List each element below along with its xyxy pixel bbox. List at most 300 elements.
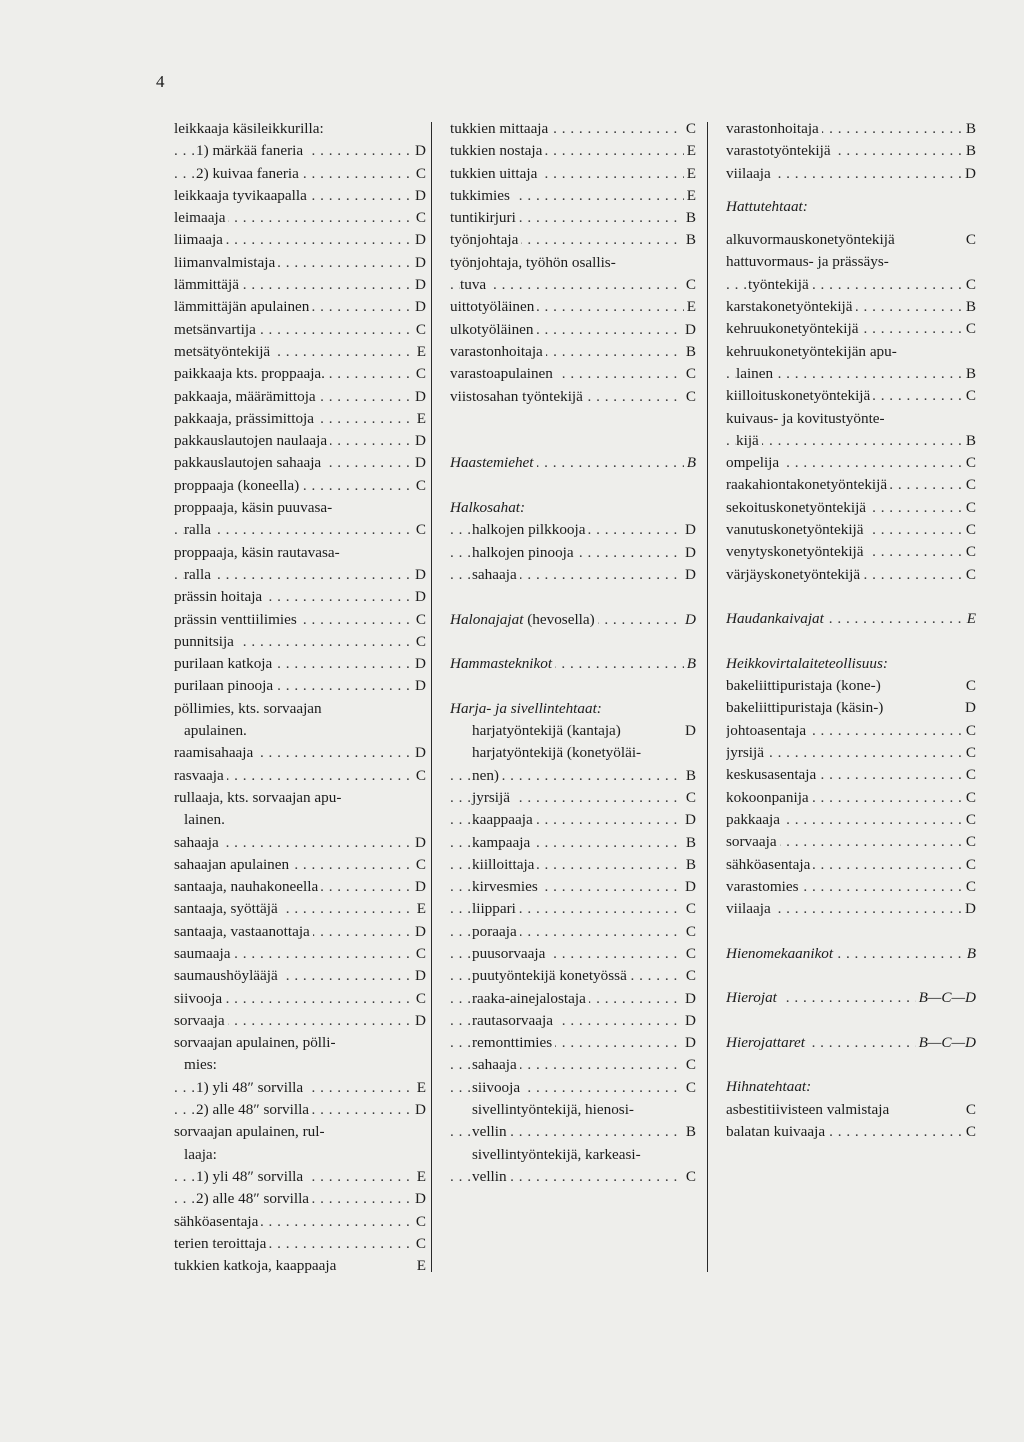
occupation-entry bbox=[726, 140, 976, 162]
occupation-name: prässin venttiilimies bbox=[174, 610, 297, 628]
wage-class-code: D bbox=[412, 921, 426, 943]
occupation-entry bbox=[174, 1166, 426, 1188]
wage-class-code: D bbox=[682, 1010, 696, 1032]
column-divider bbox=[431, 122, 432, 1272]
occupation-name: kehruukonetyöntekijän apu- bbox=[726, 342, 897, 360]
wage-class-code: C bbox=[963, 764, 976, 786]
section-heading-text: Harja- ja sivellintehtaat: bbox=[450, 699, 602, 717]
wage-class-code: B bbox=[683, 1121, 696, 1143]
wage-class-code: C bbox=[683, 898, 696, 920]
occupation-entry bbox=[174, 430, 426, 452]
wage-class-code: C bbox=[963, 1121, 976, 1143]
occupation-name: proppaaja (koneella) bbox=[174, 476, 300, 494]
occupation-name: jyrsijä bbox=[472, 788, 510, 806]
occupation-name: leikkaaja käsileikkurilla: bbox=[174, 120, 324, 137]
occupation-entry bbox=[174, 809, 426, 831]
section-heading bbox=[726, 1032, 976, 1054]
occupation-name: pakkaaja, prässimittoja bbox=[174, 409, 315, 427]
wage-class-code: D bbox=[962, 697, 976, 719]
wage-class-code: B bbox=[964, 943, 976, 965]
occupation-name: puusorvaaja bbox=[472, 944, 546, 962]
occupation-entry bbox=[726, 742, 976, 764]
occupation-entry bbox=[726, 541, 976, 563]
column-1 bbox=[174, 118, 426, 1277]
wage-class-code: C bbox=[413, 475, 426, 497]
wage-class-code: E bbox=[964, 608, 976, 630]
occupation-entry bbox=[726, 474, 976, 496]
wage-class-code: D bbox=[412, 675, 426, 697]
occupation-entry bbox=[726, 341, 976, 363]
occupation-name: sorvaaja bbox=[174, 1011, 225, 1029]
spacer bbox=[450, 475, 696, 497]
section-heading bbox=[726, 196, 976, 218]
spacer bbox=[726, 965, 976, 987]
occupation-entry bbox=[450, 386, 696, 408]
section-heading-text: Halonajajat bbox=[450, 610, 524, 628]
wage-class-code: C bbox=[963, 876, 976, 898]
occupation-entry bbox=[174, 229, 426, 251]
occupation-entry bbox=[726, 296, 976, 318]
section-heading-text: Halkosahat: bbox=[450, 499, 526, 517]
occupation-name: raaka-ainejalostaja bbox=[472, 989, 586, 1007]
occupation-name: lämmittäjä bbox=[174, 276, 239, 294]
occupation-entry bbox=[726, 363, 976, 385]
occupation-name: sivellintyöntekijä, karkeasi- bbox=[472, 1145, 641, 1163]
wage-class-code: C bbox=[413, 207, 426, 229]
occupation-name: 2) alle 48″ sorvilla bbox=[196, 1101, 310, 1119]
wage-class-code: C bbox=[963, 742, 976, 764]
occupation-entry bbox=[174, 1144, 426, 1166]
occupation-entry bbox=[726, 385, 976, 407]
spacer bbox=[726, 631, 976, 653]
wage-class-code: C bbox=[413, 609, 426, 631]
wage-class-code: E bbox=[684, 185, 696, 207]
section-heading bbox=[450, 653, 696, 675]
occupation-name: rullaaja, kts. sorvaajan apu- bbox=[174, 788, 342, 806]
occupation-entry bbox=[726, 831, 976, 853]
wage-class-code: C bbox=[963, 474, 976, 496]
wage-class-code: C bbox=[413, 988, 426, 1010]
column-divider bbox=[707, 122, 708, 1272]
occupation-name: ulkotyöläinen bbox=[450, 320, 534, 338]
occupation-name: punnitsija bbox=[174, 632, 234, 650]
occupation-name: tukkimies bbox=[450, 186, 510, 204]
occupation-name: värjäyskonetyöntekijä bbox=[726, 565, 861, 583]
occupation-name: tukkien nostaja bbox=[450, 142, 543, 160]
occupation-name: vellin bbox=[472, 1123, 507, 1141]
wage-class-code: C bbox=[963, 1099, 976, 1121]
occupation-name: tukkien katkoja, kaappaaja bbox=[174, 1257, 337, 1275]
occupation-entry bbox=[450, 854, 696, 876]
occupation-entry bbox=[450, 274, 696, 296]
occupation-name: rautasorvaaja bbox=[472, 1011, 553, 1029]
wage-class-code: C bbox=[413, 1211, 426, 1233]
occupation-name: uittotyöläinen bbox=[450, 298, 535, 316]
wage-class-code: B bbox=[683, 832, 696, 854]
occupation-name: siivooja bbox=[174, 989, 223, 1007]
occupation-name: kirvesmies bbox=[472, 878, 538, 896]
wage-class-code: C bbox=[683, 965, 696, 987]
wage-class-code: D bbox=[412, 430, 426, 452]
section-heading-text: Heikkovirtalaiteteollisuus: bbox=[726, 654, 888, 672]
occupation-name: mies: bbox=[184, 1056, 217, 1074]
wage-class-code: B bbox=[683, 341, 696, 363]
wage-class-code: C bbox=[963, 274, 976, 296]
wage-class-code: D bbox=[682, 319, 696, 341]
occupation-name: puutyöntekijä konetyössä bbox=[472, 967, 627, 985]
wage-class-code: C bbox=[413, 519, 426, 541]
wage-class-code: D bbox=[682, 720, 696, 742]
occupation-entry bbox=[450, 965, 696, 987]
occupation-name: venytyskonetyöntekijä bbox=[726, 543, 864, 561]
wage-class-code: D bbox=[412, 386, 426, 408]
occupation-entry bbox=[174, 1010, 426, 1032]
wage-class-code: C bbox=[683, 787, 696, 809]
wage-class-code: C bbox=[413, 631, 426, 653]
occupation-name: sahaaja bbox=[472, 565, 517, 583]
occupation-entry bbox=[174, 720, 426, 742]
wage-class-code: B bbox=[963, 430, 976, 452]
wage-class-code: D bbox=[412, 296, 426, 318]
wage-class-code: C bbox=[963, 318, 976, 340]
occupation-name: kuivaus- ja kovitustyönte- bbox=[726, 409, 885, 427]
occupation-entry bbox=[450, 898, 696, 920]
occupation-entry bbox=[450, 229, 696, 251]
occupation-entry bbox=[174, 1077, 426, 1099]
wage-class-code: E bbox=[414, 408, 426, 430]
section-heading bbox=[450, 698, 696, 720]
occupation-entry bbox=[726, 1099, 976, 1121]
wage-class-code: B bbox=[684, 653, 696, 675]
occupation-name: kampaaja bbox=[472, 833, 531, 851]
occupation-name: metsänvartija bbox=[174, 320, 256, 338]
occupation-name: sorvaajan apulainen, rul- bbox=[174, 1123, 325, 1141]
occupation-entry bbox=[726, 1121, 976, 1143]
wage-class-code: C bbox=[963, 854, 976, 876]
occupation-entry bbox=[450, 876, 696, 898]
section-heading-text: Hierojattaret bbox=[726, 1033, 806, 1051]
spacer bbox=[726, 920, 976, 942]
occupation-entry bbox=[726, 809, 976, 831]
occupation-name: vanutuskonetyöntekijä bbox=[726, 521, 864, 539]
wage-class-code: C bbox=[413, 1233, 426, 1255]
occupation-entry bbox=[174, 341, 426, 363]
wage-class-code: E bbox=[684, 163, 696, 185]
occupation-entry bbox=[726, 720, 976, 742]
occupation-name: saumaaja bbox=[174, 944, 231, 962]
occupation-entry bbox=[174, 876, 426, 898]
wage-class-code: B bbox=[963, 363, 976, 385]
occupation-name: purilaan katkoja bbox=[174, 655, 273, 673]
wage-class-code: C bbox=[413, 319, 426, 341]
occupation-entry bbox=[726, 318, 976, 340]
occupation-entry bbox=[174, 609, 426, 631]
occupation-name: pakkaaja, määrämittoja bbox=[174, 387, 316, 405]
wage-class-code: C bbox=[683, 386, 696, 408]
wage-class-code: D bbox=[412, 965, 426, 987]
spacer bbox=[726, 218, 976, 229]
occupation-name: terien teroittaja bbox=[174, 1234, 267, 1252]
occupation-name: apulainen. bbox=[184, 722, 247, 740]
wage-class-code: D bbox=[412, 229, 426, 251]
occupation-entry bbox=[726, 876, 976, 898]
occupation-entry bbox=[726, 898, 976, 920]
spacer bbox=[450, 408, 696, 430]
wage-class-code: C bbox=[683, 1077, 696, 1099]
occupation-entry bbox=[174, 765, 426, 787]
occupation-name: varastoapulainen bbox=[450, 365, 553, 383]
occupation-name: tukkien mittaaja bbox=[450, 120, 549, 137]
occupation-entry bbox=[450, 185, 696, 207]
occupation-name: jyrsijä bbox=[726, 744, 764, 762]
occupation-name: sekoituskonetyöntekijä bbox=[726, 498, 867, 516]
wage-class-code: C bbox=[963, 541, 976, 563]
occupation-entry bbox=[450, 1010, 696, 1032]
wage-class-code: C bbox=[683, 1166, 696, 1188]
occupation-entry bbox=[450, 140, 696, 162]
section-heading bbox=[726, 1076, 976, 1098]
spacer bbox=[726, 586, 976, 608]
occupation-entry bbox=[174, 274, 426, 296]
occupation-name: santaaja, vastaanottaja bbox=[174, 922, 310, 940]
occupation-entry bbox=[174, 252, 426, 274]
occupation-entry bbox=[174, 564, 426, 586]
occupation-entry bbox=[174, 988, 426, 1010]
wage-class-code: D bbox=[412, 1099, 426, 1121]
occupation-entry bbox=[174, 854, 426, 876]
wage-class-code: C bbox=[963, 720, 976, 742]
occupation-entry bbox=[174, 1211, 426, 1233]
occupation-name: sahaaja bbox=[174, 833, 219, 851]
occupation-name: remonttimies bbox=[472, 1034, 553, 1052]
occupation-name: sähköasentaja bbox=[726, 855, 811, 873]
section-heading-text: Haudankaivajat bbox=[726, 610, 824, 628]
occupation-name: pakkauslautojen naulaaja bbox=[174, 432, 328, 450]
wage-class-code: D bbox=[962, 163, 976, 185]
wage-class-code: D bbox=[682, 609, 696, 631]
occupation-name: liimanvalmistaja bbox=[174, 253, 276, 271]
spacer bbox=[450, 430, 696, 452]
occupation-entry bbox=[726, 787, 976, 809]
occupation-entry bbox=[174, 386, 426, 408]
wage-class-code: B bbox=[963, 140, 976, 162]
occupation-name: ralla bbox=[184, 521, 211, 539]
occupation-name: tuntikirjuri bbox=[450, 209, 516, 227]
occupation-entry bbox=[450, 809, 696, 831]
occupation-name: johtoasentaja bbox=[726, 721, 807, 739]
occupation-entry bbox=[726, 764, 976, 786]
occupation-entry bbox=[450, 1054, 696, 1076]
occupation-name: viilaaja bbox=[726, 900, 771, 918]
occupation-entry bbox=[174, 519, 426, 541]
occupation-name: raakahiontakonetyöntekijä bbox=[726, 476, 888, 494]
occupation-name: 1) märkää faneria bbox=[196, 142, 304, 160]
occupation-name: sähköasentaja bbox=[174, 1212, 259, 1230]
occupation-entry bbox=[450, 1032, 696, 1054]
occupation-name: harjatyöntekijä (kantaja) bbox=[472, 722, 621, 740]
wage-class-code: C bbox=[963, 519, 976, 541]
occupation-name: harjatyöntekijä (konetyöläi- bbox=[472, 744, 642, 762]
wage-class-code: C bbox=[413, 943, 426, 965]
occupation-entry bbox=[450, 296, 696, 318]
occupation-name: kehruukonetyöntekijä bbox=[726, 320, 859, 338]
wage-class-code: C bbox=[963, 564, 976, 586]
wage-class-code: C bbox=[963, 831, 976, 853]
occupation-name: siivooja bbox=[472, 1078, 521, 1096]
occupation-name: lämmittäjän apulainen bbox=[174, 298, 310, 316]
wage-class-code: D bbox=[682, 809, 696, 831]
occupation-entry bbox=[174, 742, 426, 764]
section-heading bbox=[450, 497, 696, 519]
occupation-entry bbox=[450, 341, 696, 363]
occupation-entry bbox=[450, 163, 696, 185]
spacer bbox=[726, 1010, 976, 1032]
wage-class-code: E bbox=[684, 296, 696, 318]
wage-class-code: C bbox=[683, 274, 696, 296]
occupation-name: raamisahaaja bbox=[174, 744, 254, 762]
occupation-name: balatan kuivaaja bbox=[726, 1123, 826, 1141]
wage-class-code: D bbox=[412, 140, 426, 162]
spacer bbox=[450, 586, 696, 608]
column-3 bbox=[726, 118, 976, 1143]
wage-class-code: D bbox=[682, 564, 696, 586]
wage-class-code: D bbox=[412, 832, 426, 854]
occupation-name: karstakonetyöntekijä bbox=[726, 298, 853, 316]
occupation-name: sorvaaja bbox=[726, 833, 777, 851]
occupation-name: metsätyöntekijä bbox=[174, 342, 271, 360]
occupation-entry bbox=[726, 163, 976, 185]
occupation-name: työnjohtaja, työhön osallis- bbox=[450, 253, 616, 271]
section-heading-text: Hierojat bbox=[726, 989, 777, 1007]
occupation-entry bbox=[726, 118, 976, 140]
occupation-name: vellin bbox=[472, 1167, 507, 1185]
wage-class-code: B—C—D bbox=[916, 987, 976, 1009]
wage-class-code: D bbox=[412, 274, 426, 296]
occupation-entry bbox=[174, 408, 426, 430]
occupation-entry bbox=[174, 475, 426, 497]
wage-class-code: C bbox=[963, 497, 976, 519]
column-2 bbox=[450, 118, 696, 1188]
occupation-name: työntekijä bbox=[748, 275, 809, 293]
wage-class-code: C bbox=[683, 921, 696, 943]
occupation-name: bakeliittipuristaja (käsin-) bbox=[726, 699, 884, 717]
occupation-entry bbox=[174, 965, 426, 987]
occupation-entry bbox=[174, 631, 426, 653]
occupation-name: työnjohtaja bbox=[450, 231, 519, 249]
wage-class-code: D bbox=[412, 1010, 426, 1032]
occupation-name: santaaja, syöttäjä bbox=[174, 900, 278, 918]
wage-class-code: B bbox=[683, 854, 696, 876]
occupation-entry bbox=[450, 832, 696, 854]
section-heading-text: Hienomekaanikot bbox=[726, 944, 834, 962]
occupation-name: alkuvormauskonetyöntekijä bbox=[726, 231, 895, 249]
wage-class-code: D bbox=[682, 876, 696, 898]
occupation-name: viilaaja bbox=[726, 164, 771, 182]
wage-class-code: D bbox=[412, 252, 426, 274]
occupation-entry bbox=[450, 988, 696, 1010]
wage-class-code: D bbox=[412, 452, 426, 474]
occupation-entry bbox=[450, 943, 696, 965]
occupation-name: paikkaaja kts. proppaaja. bbox=[174, 365, 325, 383]
occupation-name: ralla bbox=[184, 565, 211, 583]
occupation-entry bbox=[174, 698, 426, 720]
occupation-name: pöllimies, kts. sorvaajan bbox=[174, 699, 322, 717]
section-heading-text: Haastemiehet bbox=[450, 454, 534, 472]
occupation-name: ompelija bbox=[726, 454, 780, 472]
occupation-entry bbox=[174, 898, 426, 920]
wage-class-code: B bbox=[683, 207, 696, 229]
occupation-name: 2) kuivaa faneria bbox=[196, 164, 299, 182]
occupation-name: 1) yli 48″ sorvilla bbox=[196, 1078, 304, 1096]
occupation-entry bbox=[174, 542, 426, 564]
occupation-name: leimaaja bbox=[174, 209, 226, 227]
occupation-entry bbox=[726, 408, 976, 430]
occupation-name: lainen. bbox=[184, 811, 225, 829]
occupation-name: tukkien uittaja bbox=[450, 164, 538, 182]
section-heading-text: Hihnatehtaat: bbox=[726, 1078, 812, 1096]
occupation-entry bbox=[450, 1144, 696, 1166]
wage-class-code: B bbox=[683, 765, 696, 787]
occupation-entry bbox=[450, 564, 696, 586]
occupation-name: varastomies bbox=[726, 877, 799, 895]
wage-class-code: E bbox=[414, 898, 426, 920]
occupation-name: saumaushöylääjä bbox=[174, 967, 278, 985]
occupation-entry bbox=[726, 519, 976, 541]
wage-class-code: C bbox=[683, 118, 696, 140]
occupation-name: tuva bbox=[460, 276, 487, 294]
wage-class-code: C bbox=[413, 163, 426, 185]
occupation-entry bbox=[450, 787, 696, 809]
occupation-name: kiilloituskonetyöntekijä bbox=[726, 387, 871, 405]
occupation-entry bbox=[174, 921, 426, 943]
occupation-name: kaappaaja bbox=[472, 811, 533, 829]
wage-class-code: D bbox=[682, 988, 696, 1010]
occupation-entry bbox=[174, 675, 426, 697]
occupation-name: purilaan pinooja bbox=[174, 677, 274, 695]
occupation-entry bbox=[450, 1099, 696, 1121]
section-heading-text: Hattutehtaat: bbox=[726, 197, 808, 215]
occupation-entry bbox=[726, 274, 976, 296]
wage-class-code: D bbox=[412, 1188, 426, 1210]
occupation-entry bbox=[726, 854, 976, 876]
occupation-entry bbox=[174, 207, 426, 229]
wage-class-code: C bbox=[963, 787, 976, 809]
wage-class-code: E bbox=[414, 1255, 426, 1277]
wage-class-code: D bbox=[412, 653, 426, 675]
occupation-name: proppaaja, käsin puuvasa- bbox=[174, 499, 333, 517]
section-heading bbox=[726, 987, 976, 1009]
wage-class-code: C bbox=[963, 809, 976, 831]
occupation-name: varastotyöntekijä bbox=[726, 142, 831, 160]
occupation-entry bbox=[450, 921, 696, 943]
wage-class-code: B—C—D bbox=[916, 1032, 976, 1054]
occupation-name: varastonhoitaja bbox=[450, 342, 543, 360]
wage-class-code: B bbox=[963, 118, 976, 140]
occupation-entry bbox=[726, 229, 976, 251]
occupation-entry bbox=[174, 1099, 426, 1121]
wage-class-code: D bbox=[962, 898, 976, 920]
occupation-name: prässin hoitaja bbox=[174, 588, 263, 606]
occupation-entry bbox=[450, 1121, 696, 1143]
occupation-entry bbox=[450, 1166, 696, 1188]
wage-class-code: C bbox=[683, 943, 696, 965]
occupation-name: halkojen pinooja bbox=[472, 543, 574, 561]
occupation-name: leikkaaja tyvikaapalla bbox=[174, 186, 307, 204]
occupation-entry bbox=[450, 118, 696, 140]
occupation-entry bbox=[174, 1121, 426, 1143]
wage-class-code: C bbox=[963, 452, 976, 474]
occupation-name: varastonhoitaja bbox=[726, 120, 819, 137]
